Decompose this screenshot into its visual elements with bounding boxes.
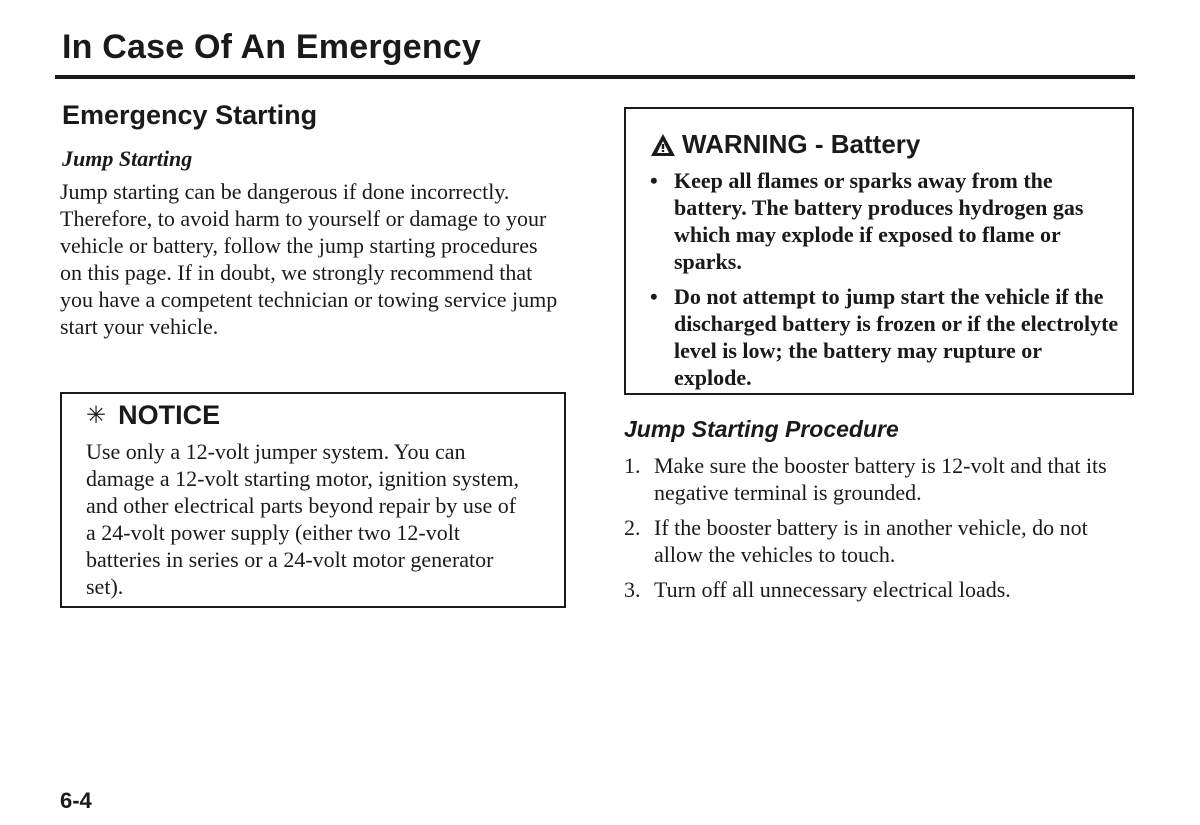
warning-title: WARNING - Battery (682, 129, 921, 159)
warning-item (650, 167, 1120, 275)
step-number: 3. (624, 577, 641, 602)
notice-title: NOTICE (118, 400, 221, 430)
step-text: Turn off all unnecessary electrical loads. (654, 577, 1011, 602)
warning-item-text: Do not attempt to jump start the vehicle if the discharged battery is frozen or if the electrolyte level is low; the battery may rupture or explode. (674, 284, 1119, 390)
step-text: Make sure the booster battery is 12-volt and that its negative terminal is grounded. (654, 453, 1107, 505)
asterisk-icon: ✳ (86, 402, 107, 429)
warning-list (650, 167, 1120, 399)
page-number: 6-4 (60, 788, 92, 813)
warning-box (624, 107, 1134, 395)
title-rule (55, 75, 1135, 79)
step-text: If the booster battery is in another vehicle, do not allow the vehicles to touch. (654, 515, 1088, 567)
step-number: 1. (624, 453, 641, 478)
chapter-title: In Case Of An Emergency (62, 28, 482, 66)
notice-text: Use only a 12-volt jumper system. You can damage a 12-volt starting motor, ignition system, and other electrical parts beyond repair by use of a 24-volt power supply (either two 12-volt batteries in series or a 24-volt motor generator set). (86, 439, 519, 599)
notice-box (60, 392, 566, 608)
bullet-icon: • (650, 168, 658, 193)
step-number: 2. (624, 515, 641, 540)
procedure-step (624, 576, 1124, 603)
procedure-heading: Jump Starting Procedure (624, 416, 899, 442)
warning-item (650, 283, 1120, 391)
intro-paragraph: Jump starting can be dangerous if done incorrectly. Therefore, to avoid harm to yourself or damage to your vehicle or battery, follow the jump starting procedures on this page. If in doubt, we strongly recommend that you have a competent technician or towing service jump start your vehicle. (60, 179, 558, 339)
section-heading: Emergency Starting (62, 100, 318, 130)
procedure-step (624, 452, 1124, 506)
notice-header (86, 400, 220, 431)
procedure-step (624, 514, 1124, 568)
bullet-icon: • (650, 284, 658, 309)
procedure-steps (624, 452, 1124, 611)
warning-header (650, 129, 920, 160)
warning-item-text: Keep all flames or sparks away from the battery. The battery produces hydrogen gas which may explode if exposed to flame or sparks. (674, 168, 1084, 274)
jump-starting-subheading: Jump Starting (62, 146, 193, 171)
warning-triangle-icon (650, 133, 676, 157)
